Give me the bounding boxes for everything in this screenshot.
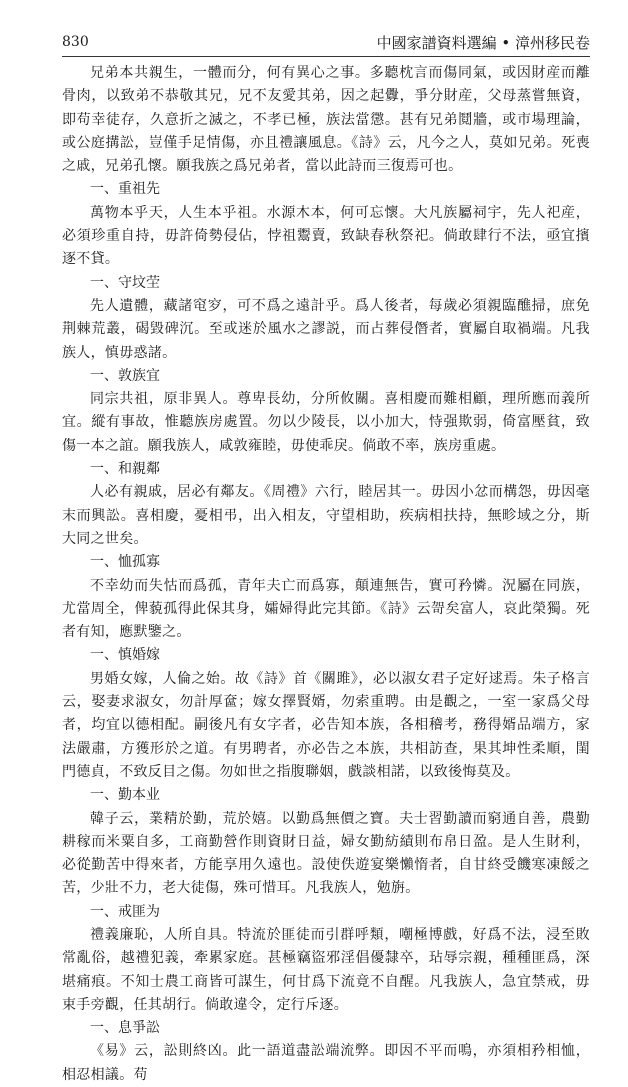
- paragraph-diligence: 韓子云，業精於勤，荒於嬉。以勤爲無價之寶。夫士習勤讀而窮通自善，農勤耕稼而米粟自多，工商勤營作則資財日益，婦女勤紡績則布帛日盈。是人生財利，必從勤苦中得來者，方能享用久遠也。設使佚遊宴樂懶惰者，自甘終受饑寒凍餒之苦，少壯不力，老大徒傷，殊可惜耳。凡我族人，勉旃。: [62, 810, 590, 897]
- heading-orphans-widows: 一、恤孤寡: [90, 554, 160, 571]
- heading-diligence: 一、勤本业: [90, 787, 160, 804]
- page-number: 830: [62, 34, 89, 50]
- heading-marriage: 一、慎婚嫁: [90, 647, 160, 664]
- paragraph-graves: 先人遺體，藏諸窀穸，可不爲之遠計乎。爲人後者，每歲必須親臨醮掃，庶免荆棘荒叢，碣毀碑沉。至或迷於風水之謬説，而占葬侵僭者，實屬自取禍端。凡我族人，慎毋惑諸。: [62, 297, 590, 361]
- paragraph-clan-harmony: 同宗共祖，原非異人。尊卑長幼，分所攸關。喜相慶而難相顧，理所應而義所宜。縱有事故，惟聽族房處置。勿以少陵長，以小加大，恃强欺弱，倚富壓貧，致傷一本之誼。願我族人，咸敦雍睦，毋使乖戾。倘敢不率，族房重處。: [62, 391, 590, 454]
- heading-neighbors: 一、和親鄰: [90, 461, 160, 478]
- document-body: [62, 62, 590, 1087]
- heading-clan-harmony: 一、敦族宜: [90, 367, 160, 384]
- book-title: 中國家譜資料選編 • 漳州移民卷: [376, 34, 590, 52]
- paragraph-orphans-widows: 不幸幼而失怙而爲孤，青年夫亡而爲寡，顛連無告，實可矜憐。況屬在同族，尤當周全，俾藐孤得此保其身，孀婦得此完其節。《詩》云哿矣富人，哀此榮獨。死者有知，應默鑒之。: [62, 577, 590, 641]
- paragraph-ancestors: 萬物本乎天，人生本乎祖。水源木本，何可忘懷。大凡族屬祠宇，先人祀産，必須珍重自持，毋許倚勢侵佔，悖祖鬻賣，致缺春秋祭祀。倘敢肆行不法，亟宜擯逐不貸。: [62, 204, 590, 268]
- paragraph-brothers: 兄弟本共親生，一體而分，何有異心之事。多聽枕言而傷同氣，或因財産而離骨肉，以致弟不恭敬其兄，兄不友愛其弟，因之起釁，爭分財産，父母蒸嘗無資，即苟幸徒存，久意折之滅之，不孝已極，族法當懲。甚有兄弟鬩牆，或市場理論，或公庭搆訟，豈僅手足情傷，亦且禮讓風息。《詩》云，凡今之人，莫如兄弟。死喪之戚，兄弟孔懷。願我族之爲兄弟者，當以此詩而三復焉可也。: [62, 65, 590, 175]
- heading-graves: 一、守坟茔: [90, 274, 160, 291]
- paragraph-lawsuits: 《易》云，訟則終凶。此一語道盡訟端流弊。即因不平而鳴，亦須相矜相恤，相忍相議。苟: [62, 1043, 590, 1083]
- heading-ancestors: 一、重祖先: [90, 181, 160, 198]
- paragraph-marriage: 男婚女嫁，人倫之始。故《詩》首《關雎》，必以淑女君子定好逑焉。朱子格言云，娶妻求淑女，勿計厚奩；嫁女擇賢婿，勿索重聘。由是觀之，一室一家爲父母者，均宜以德相配。嗣後凡有女字者，必告知本族，各相稽考，務得婿品端方，家法嚴肅，方獲形於之道。有男聘者，亦必告之本族，共相訪查，果其坤性柔順，閨門德貞，不致反目之傷。勿如世之指腹聯姻，戲談相諾，以致後悔莫及。: [62, 670, 590, 780]
- paragraph-misconduct: 禮義廉恥，人所自具。特流於匪徒而引群呼類，嘲極博戲，好爲不法，浸至敗常亂俗，越禮犯義，牽累家庭。甚極竊盜邪淫倡優隸卒，玷辱宗親，種種匪爲，深堪痛痕。不知士農工商皆可謀生，何甘爲下流竟不自醒。凡我族人，急宜禁戒，毋束手旁觀，任其胡行。倘敢違令，定行斥逐。: [62, 926, 590, 1013]
- page-header: [62, 30, 590, 56]
- paragraph-neighbors: 人必有親戚，居必有鄰友。《周禮》六行，睦居其一。毋因小忿而構怨，毋因毫末而興訟。喜相慶，憂相弔，出入相友，守望相助，疾病相扶持，無畛域之分，斯大同之世矣。: [62, 484, 590, 547]
- heading-misconduct: 一、戒匪为: [90, 903, 160, 920]
- heading-lawsuits: 一、息爭訟: [90, 1020, 160, 1037]
- header-rule: [62, 56, 590, 57]
